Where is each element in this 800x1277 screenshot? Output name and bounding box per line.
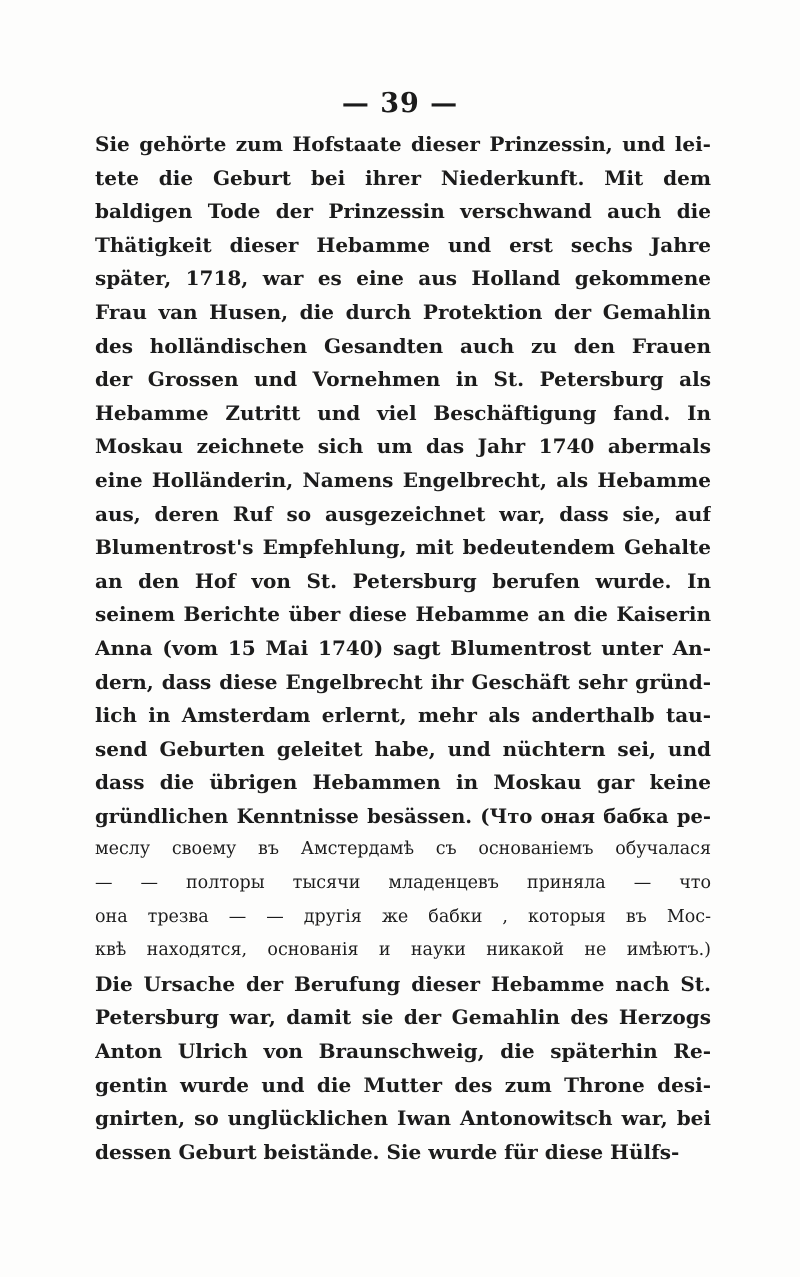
text-line: Die Ursache der Berufung dieser Hebamme nach St.	[95, 971, 711, 996]
text-line-cyrillic: — — полторы тысячи младенцевъ приняла — что	[95, 873, 711, 894]
text-line: Sie gehörte zum Hofstaate dieser Prinzessin, und lei-	[95, 132, 711, 156]
text-line: Hebamme Zutritt und viel Beschäftigung fand. In	[95, 400, 711, 425]
text-line: dessen Geburt beistände. Sie wurde für diese Hülfs-	[95, 1139, 680, 1164]
text-line: Moskau zeichnete sich um das Jahr 1740 abermals	[95, 434, 711, 459]
text-line: baldigen Tode der Prinzessin verschwand auch die	[95, 199, 711, 224]
text-line: gründlichen Kenntnisse besässen. (Что оная бабка ре-	[95, 804, 711, 828]
text-line: dass die übrigen Hebammen in Moskau gar keine	[95, 770, 711, 795]
text-line: Petersburg war, damit sie der Gemahlin des Herzogs	[95, 1005, 711, 1030]
text-line-cyrillic: меслу своему въ Амстердамѣ съ основаніемъ обучалася	[95, 839, 711, 860]
text-line: gentin wurde und die Mutter des zum Throne desi-	[95, 1072, 711, 1097]
text-line: lich in Amsterdam erlernt, mehr als anderthalb tau-	[95, 703, 711, 728]
text-line: des holländischen Gesandten auch zu den Frauen	[95, 333, 711, 358]
text-line-cyrillic: квѣ находятся, основанія и науки никакой не имѣютъ.)	[95, 940, 711, 961]
text-line: eine Holländerin, Namens Engelbrecht, als Hebamme	[95, 467, 711, 492]
text-line: tete die Geburt bei ihrer Niederkunft. Mit dem	[95, 165, 711, 190]
text-line: Thätigkeit dieser Hebamme und erst sechs Jahre	[95, 232, 711, 257]
text-line: gnirten, so unglücklichen Iwan Antonowitsch war, bei	[95, 1106, 711, 1131]
text-line: später, 1718, war es eine aus Holland gekommene	[95, 266, 711, 291]
text-line: an den Hof von St. Petersburg berufen wurde. In	[95, 568, 711, 593]
text-line: send Geburten geleitet habe, und nüchtern sei, und	[95, 736, 711, 761]
text-line: seinem Berichte über diese Hebamme an die Kaiserin	[95, 602, 711, 627]
text-line: Frau van Husen, die durch Protektion der Gemahlin	[95, 299, 711, 324]
body-text	[95, 128, 711, 1169]
text-line: Anna (vom 15 Mai 1740) sagt Blumentrost unter An-	[95, 635, 711, 660]
text-line: der Grossen und Vornehmen in St. Petersburg als	[95, 367, 711, 392]
page-number: — 39 —	[341, 88, 459, 119]
text-line: Blumentrost's Empfehlung, mit bedeutendem Gehalte	[95, 535, 711, 560]
text-line: Anton Ulrich von Braunschweig, die späterhin Re-	[95, 1039, 711, 1064]
text-line: dern, dass diese Engelbrecht ihr Geschäft sehr gründ-	[95, 669, 711, 694]
text-line: aus, deren Ruf so ausgezeichnet war, dass sie, auf	[95, 501, 711, 526]
text-line-cyrillic: она трезва — — другія же бабки , которыя въ Мос-	[95, 906, 711, 927]
